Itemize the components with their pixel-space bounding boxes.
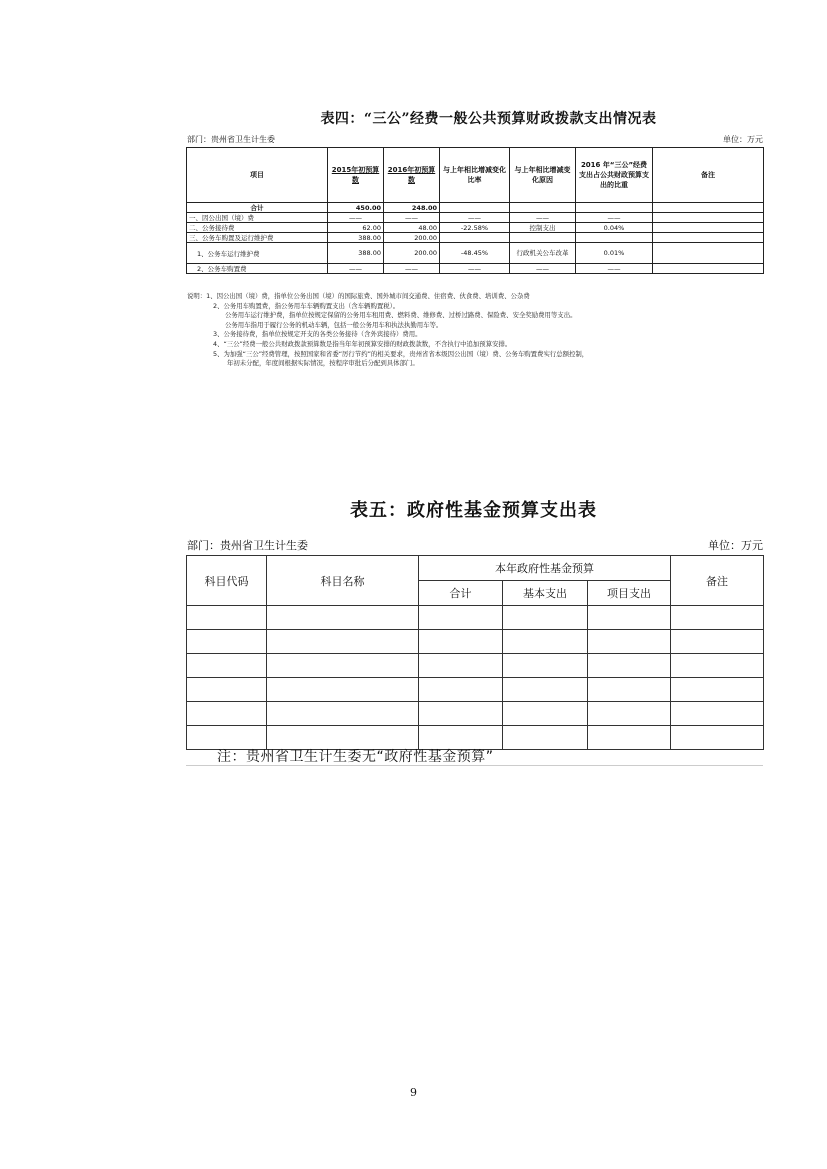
note-line: 年初未分配，年度间根据实际情况，按程序审批后分配到具体部门。 [227,359,419,368]
table4-header-row [187,148,764,203]
cell-ratio: —— [440,213,510,223]
table-row [187,630,764,654]
cell-item: 合计 [187,203,328,213]
cell-share [576,233,653,243]
table5-title: 表五：政府性基金预算支出表 [350,500,597,521]
cell-item: 1、公务车运行维护费 [187,243,328,264]
header-2015-budget: 2015年初预算数 [328,148,384,203]
cell [419,654,503,678]
cell-2015: —— [328,213,384,223]
cell-remark [653,223,764,233]
cell [187,678,267,702]
header-change-ratio: 与上年相比增减变化比率 [440,148,510,203]
table-row [187,654,764,678]
cell-remark [653,203,764,213]
cell [671,678,764,702]
cell [419,702,503,726]
three-public-expenses-table [186,147,764,274]
header-basic-expense: 基本支出 [503,581,588,606]
cell [187,606,267,630]
cell-share [576,203,653,213]
cell [671,702,764,726]
cell-ratio: -48.45% [440,243,510,264]
cell-reason [510,203,576,213]
cell [267,630,419,654]
cell [267,702,419,726]
page-number: 9 [410,1086,417,1099]
cell-ratio: -22.58% [440,223,510,233]
cell-2016: —— [384,264,440,274]
note-line: 公务用车运行维护费，指单位按规定保留的公务用车租用费、燃料费、维修费、过桥过路费、保险费、安全奖励费用等支出。 [225,311,577,320]
cell-remark [653,264,764,274]
header-subject-code: 科目代码 [187,556,267,606]
cell-reason: —— [510,213,576,223]
table-row [187,223,764,233]
cell [503,630,588,654]
cell-2015: 62.00 [328,223,384,233]
cell [588,654,671,678]
header-item: 项目 [187,148,328,203]
note-line: 公务用车指用于履行公务的机动车辆，包括一般公务用车和执法执勤用车等。 [225,320,443,329]
cell-ratio [440,233,510,243]
note-divider [186,765,763,766]
cell [267,606,419,630]
table-row [187,243,764,264]
cell [503,702,588,726]
cell [588,702,671,726]
cell-reason: 控制支出 [510,223,576,233]
cell [588,678,671,702]
cell [503,678,588,702]
cell [419,606,503,630]
cell [671,630,764,654]
cell-item: 三、公务车购置及运行维护费 [187,233,328,243]
table-row [187,678,764,702]
table-row [187,702,764,726]
cell [671,726,764,750]
cell-remark [653,243,764,264]
cell-remark [653,233,764,243]
cell-2016: 200.00 [384,243,440,264]
header-subject-name: 科目名称 [267,556,419,606]
cell-remark [653,213,764,223]
cell [187,702,267,726]
table5-unit: 单位：万元 [708,539,763,552]
cell [671,654,764,678]
table5-note: 注：贵州省卫生计生委无“政府性基金预算” [217,749,494,765]
cell [187,630,267,654]
table4-department: 部门：贵州省卫生计生委 [187,135,275,144]
cell-item: 一、因公出国（境）费 [187,213,328,223]
government-fund-budget-table [186,555,764,750]
cell [187,654,267,678]
table5-department: 部门：贵州省卫生计生委 [187,539,308,552]
table-row [187,213,764,223]
cell [588,630,671,654]
cell [588,606,671,630]
table-row [187,264,764,274]
header-project-expense: 项目支出 [588,581,671,606]
cell [503,726,588,750]
note-line: 4、“三公”经费一般公共财政拨款预算数是指当年年初预算安排的财政拨款数，不含执行中追加预算安排。 [213,339,512,348]
header-remark: 备注 [653,148,764,203]
note-line: 2、公务用车购置费，指公务用车车辆购置支出（含车辆购置税）。 [213,301,400,310]
cell [671,606,764,630]
cell-share: —— [576,264,653,274]
cell-share: 0.01% [576,243,653,264]
cell-2016: —— [384,213,440,223]
cell [588,726,671,750]
note-line: 说明：1、因公出国（境）费，指单位公务出国（境）的国际旅费、国外城市间交通费、住宿费、伙食费、培训费、公杂费 [187,292,530,300]
cell-ratio [440,203,510,213]
cell-ratio: —— [440,264,510,274]
cell-2016: 200.00 [384,233,440,243]
table4-title: 表四：“三公”经费一般公共预算财政拨款支出情况表 [320,111,657,127]
cell [419,630,503,654]
cell-2015: —— [328,264,384,274]
table4-unit: 单位：万元 [723,135,763,144]
cell [419,678,503,702]
cell [503,606,588,630]
table-row [187,233,764,243]
cell-2016: 248.00 [384,203,440,213]
table-row [187,606,764,630]
cell-2015: 450.00 [328,203,384,213]
cell-2016: 48.00 [384,223,440,233]
note-line: 3、公务接待费，指单位按规定开支的各类公务接待（含外宾接待）费用。 [213,330,422,339]
cell-2015: 388.00 [328,233,384,243]
cell-item: 二、公务接待费 [187,223,328,233]
header-remark: 备注 [671,556,764,606]
cell-item: 2、公务车购置费 [187,264,328,274]
header-share: 2016 年“三公”经费支出占公共财政预算支出的比重 [576,148,653,203]
table4-notes [187,292,767,369]
note-line: 5、为加强“三公”经费管理，按照国家和省委“厉行节约”的相关要求，贵州省省本级因公出国（境）费、公务车购置费实行总额控制， [213,349,589,358]
cell-2015: 388.00 [328,243,384,264]
header-2016-budget: 2016年初预算数 [384,148,440,203]
cell-reason [510,233,576,243]
cell [503,654,588,678]
table-row [187,203,764,213]
cell [267,654,419,678]
header-change-reason: 与上年相比增减变化原因 [510,148,576,203]
header-total: 合计 [419,581,503,606]
cell-reason: —— [510,264,576,274]
cell [267,678,419,702]
cell-share: 0.04% [576,223,653,233]
header-fund-budget: 本年政府性基金预算 [419,556,671,581]
cell-share: —— [576,213,653,223]
cell-reason: 行政机关公车改革 [510,243,576,264]
table5-header-row [187,556,764,581]
